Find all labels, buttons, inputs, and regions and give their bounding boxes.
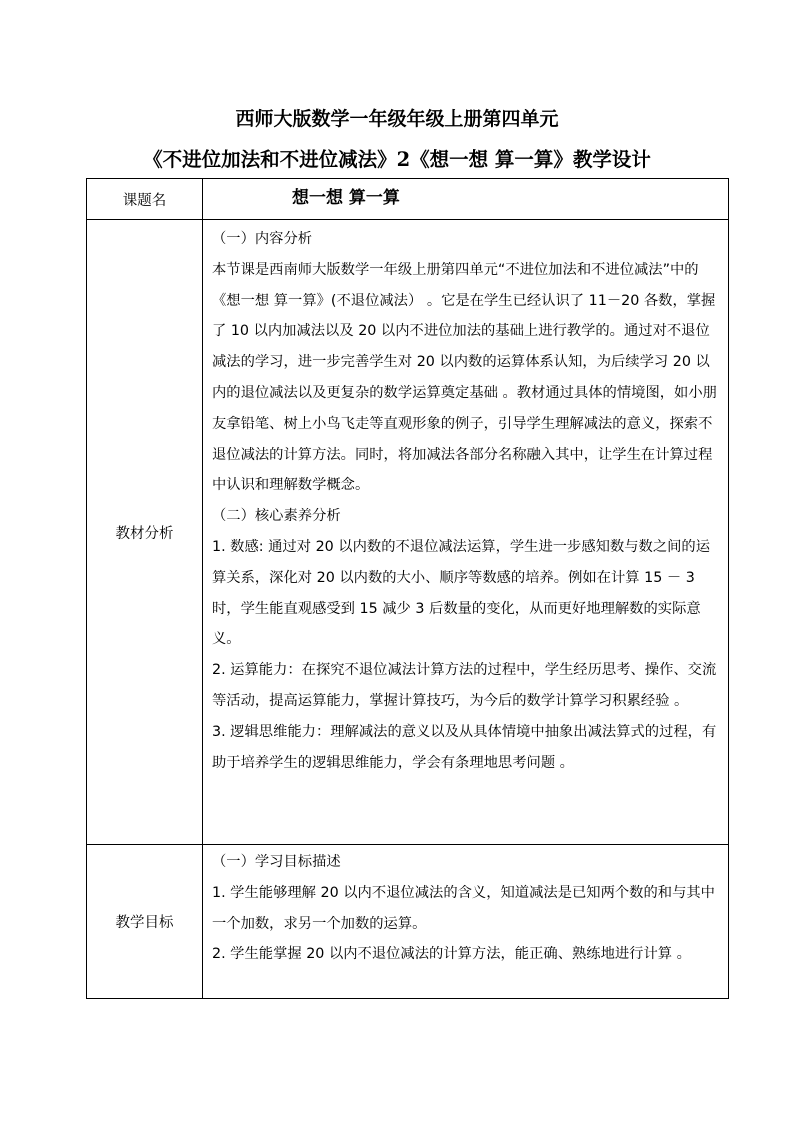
table-row — [87, 220, 729, 845]
table-row — [87, 179, 729, 220]
topic-cell — [203, 179, 729, 220]
teaching-goals-cell — [203, 845, 729, 999]
content-analysis-text: 本节课是西南师大版数学一年级上册第四单元“不进位加法和不进位减法”中的《想一想 算一算》(不退位减法） 。它是在学生已经认识了 11－20 各数，掌握了 10 以内加减法以及 20 以内不进位加法的基础上进行教学的。通过对不退位减法的学习，进一步完善学生对 20 以内数的运算体系认知，为后续学习 20 以内的退位减法以及更复杂的数学运算奠定基础 。教材通过具体的情境图，如小朋友拿铅笔、树上小鸟飞走等直观形象的例子，引导学生理解减法的意义，探索不退位减法的计算方法。同时，将加减法各部分名称融入其中，让学生在计算过程中认识和理解数学概念。 — [212, 261, 717, 494]
core-literacy-item: 2. 运算能力：在探究不退位减法计算方法的过程中，学生经历思考、操作、交流等活动，提高运算能力，掌握计算技巧，为今后的数学计算学习积累经验 。 — [212, 662, 717, 709]
section-heading: （一）内容分析 — [212, 231, 313, 247]
lesson-plan-table — [86, 178, 729, 999]
document-title-line1: 西师大版数学一年级年级上册第四单元 — [235, 108, 559, 130]
section-heading: （二）核心素养分析 — [212, 508, 341, 525]
row-label-topic: 课题名 — [87, 179, 203, 220]
material-analysis-cell — [203, 220, 729, 845]
section-heading: （一）学习目标描述 — [212, 854, 341, 870]
goal-item: 2. 学生能掌握 20 以内不退位减法的计算方法，能正确、熟练地进行计算 。 — [212, 946, 691, 963]
table-row — [87, 845, 729, 999]
core-literacy-item: 3. 逻辑思维能力：理解减法的意义以及从具体情境中抽象出减法算式的过程，有助于培养学生的逻辑思维能力，学会有条理地思考问题 。 — [212, 723, 717, 771]
goal-item: 1. 学生能够理解 20 以内不退位减法的含义，知道减法是已知两个数的和与其中一个加数，求另一个加数的运算。 — [212, 884, 715, 932]
topic-value: 想一想 算一算 — [292, 188, 400, 209]
document-title-line2: 《不进位加法和不进位减法》2《想一想 算一算》教学设计 — [143, 148, 651, 171]
row-label-teaching-goals: 教学目标 — [87, 845, 203, 999]
row-label-material-analysis: 教材分析 — [87, 220, 203, 845]
core-literacy-item: 1. 数感: 通过对 20 以内数的不退位减法运算，学生进一步感知数与数之间的运算关系，深化对 20 以内数的大小、顺序等数感的培养。例如在计算 15 － 3 时，学生能直观感受到 15 减少 3 后数量的变化，从而更好地理解数的实际意义。 — [212, 538, 711, 648]
